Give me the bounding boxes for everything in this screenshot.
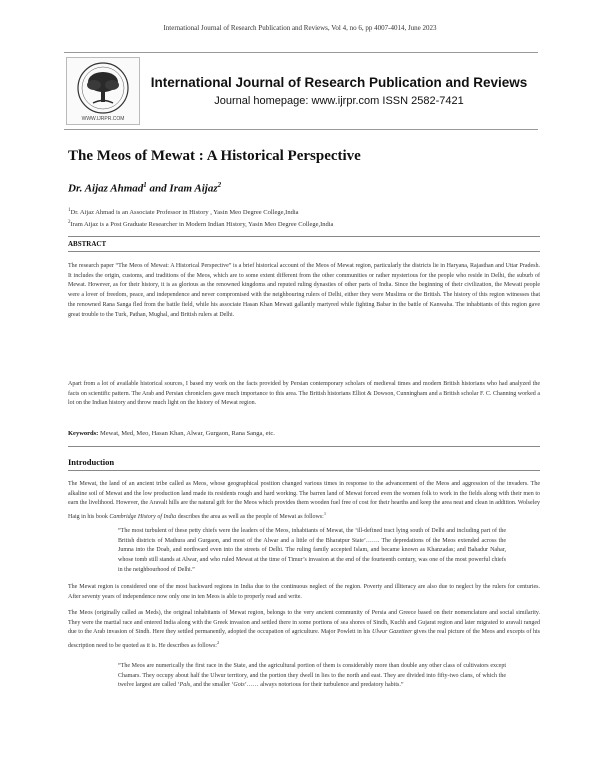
quote-text: ’…… always notorious for their turbulence and predatory habits.” — [244, 682, 404, 689]
affiliation-text: Dr. Aijaz Ahmad is an Associate Professor in History , Yasin Meo Degree College,India — [70, 209, 299, 217]
divider — [68, 470, 540, 471]
abstract-heading: ABSTRACT — [68, 240, 107, 248]
body-paragraph — [68, 480, 540, 523]
keywords — [68, 430, 540, 437]
author-superscript: 2 — [217, 181, 222, 189]
author-superscript: 1 — [143, 181, 147, 189]
body-text: describes the area as well as the people of Mewat as follows: — [176, 514, 324, 521]
body-text: gives the real picture of the Meos and excepts of his description need to be quoted as it is. He describes as follows: — [68, 629, 540, 650]
divider — [68, 446, 540, 447]
footnote-marker: 2 — [216, 640, 220, 646]
section-heading: Introduction — [68, 457, 115, 467]
book-title: Cambridge History of India — [109, 514, 177, 521]
body-paragraph — [68, 609, 540, 652]
abstract-paragraph: Apart from a lot of available historical sources, I based my work on the facts provided by Persian contemporary scholars of medieval times and modern British historians who had analyzed the facts on scientific pattern. The Arab and Persian chroniclers gave much importance to this area. The British historians Elliot & Dowson, Cunningham and a British scholar F. C. Channing worked a lot on the Indian history and throw much light on the history of Mewat region. — [68, 381, 540, 407]
author-name: Iram Aijaz — [169, 182, 218, 195]
divider — [68, 236, 540, 237]
keywords-label: Keywords: — [68, 430, 99, 437]
affiliation-marker: 1 — [68, 208, 71, 213]
body-text: The Mewat, the land of an ancient tribe called as Meos, whose geographical position changed various times in response to the advancement of the Meos and aggression of the invaders. The alkaline soil of Mewat and the low production land made its residents rough and hard working. The barren land of Mewat forced even the women folk to work in the fields along with their men to earn the livelihood. However, the Aravali hills are the natural gift for the Meos which provides them wooden fuel free of cost for their hearths and keep the area neat and clean in addition. Wolseley Haig in his book — [68, 481, 540, 521]
block-quote — [118, 662, 506, 691]
footnote-marker: 1 — [323, 511, 327, 517]
quote-text: , and the smaller ‘ — [190, 682, 234, 689]
running-head: International Journal of Research Publication and Reviews, Vol 4, no 6, pp 4007-4014, June 2023 — [163, 24, 437, 32]
block-quote: “The most turbulent of these petty chiefs were the leaders of the Meos, inhabitants of Mewat, the ‘ill-defined tract lying south of Delhi and including part of the British districts of Mathura and Gurgaon, and most of the Alwar and a little of the Bharatpur State’……. The depredations of the Meos extended across the Jumna into the Doab, and northward even into the streets of Delhi. The ruling family accepted Islam, and became known as Khanzadas; and Bahadur Nahar, whose tomb still stands at Alwar, and who ruled Mewat at the time of Timur’s invasion at the end of the fourteenth century, was one of the most powerful chiefs in the neighbourhood of Delhi.” — [118, 528, 506, 573]
body-paragraph: The Mewat region is considered one of the most backward regions in India due to the continuous neglect of the region. Poverty and illiteracy are also due to neglect by the rulers for centuries. After seventy years of independence now only one in ten Meos is able to properly read and write. — [68, 584, 540, 600]
keywords-list: Mewat, Med, Meo, Hasan Khan, Alwar, Gurgaon, Rana Sanga, etc. — [98, 430, 275, 437]
article-title: The Meos of Mewat : A Historical Perspective — [68, 148, 361, 164]
body-text: The Meos (originally called as Meds), the original inhabitants of Mewat region, belongs to the very ancient community of Persia and Greece based on their nomenclature and social similarity. They were the martial race and entered India along with the Greek invasion and settled there in some portions of sea shores of Sindh, Kuchh and Gujarat region and later migrated to aravali ranged due to the Arab invasion of Sindh. Here they settled permanently, adopted the occupation of agriculture. Major Powlett in his — [68, 610, 540, 636]
affiliation-text: Iram Aijaz is a Post Graduate Researcher in Modern Indian History, Yasin Meo Degree College,India — [70, 221, 334, 229]
journal-title: International Journal of Research Publication and Reviews — [150, 75, 528, 90]
affiliation-marker: 2 — [68, 220, 71, 225]
journal-masthead — [64, 52, 538, 130]
term-pals: Pals — [179, 682, 191, 689]
journal-homepage: Journal homepage: www.ijrpr.com ISSN 2582-7421 — [214, 95, 464, 107]
author-name: Dr. Aijaz Ahmad — [68, 182, 144, 195]
author-join: and — [146, 182, 170, 195]
book-title: Ulwur Gazetteer — [372, 629, 413, 636]
divider — [68, 251, 540, 252]
quote-text: “The Meos are numerically the first race in the State, and the agricultural portion of them is considerably more than double any other class of cultivators except Chamars. They occupy about half the Ulwur territory, and the portion they dwell in lies to the north and east. They are divided into fifty-two clans, of which the twelve largest are called ‘ — [118, 663, 506, 689]
affiliation — [68, 208, 299, 216]
term-gots: Gots — [233, 682, 245, 689]
logo-caption: WWW.IJRPR.COM — [81, 116, 125, 122]
author-line — [68, 181, 221, 195]
journal-logo — [66, 57, 140, 125]
tree-logo-icon — [67, 58, 139, 116]
abstract-paragraph: The research paper “The Meos of Mewat: A Historical Perspective” is a brief historical account of the Meos of Mewat region, particularly the districts lie in Haryana, Rajasthan and Uttar Pradesh. It includes the origin, customs, and traditions of the Meos, which are to some extent different from the other communities or rather mysterious for the people who reside in Delhi, the suburb of Mewat. However, as for their history, it is as glorious as the renowned kingdoms and reputed ruling dynasties of other parts of India. Since the beginning of their civilization, the Mewati people were a lover of freedom, peace, and independence and never compromised with the neighbouring rulers of Delhi, either they were Muslims or the British. The history of this region witnesses that the renowned Rana Sanga fled from the battle field, while his associate Hasan Khan Mewati gallantly martyred while fighting Babar in the battle of Kanwaha. The inhabitants of this region gave great trouble to the Turk, Pathan, Mughal, and British rulers at Delhi. — [68, 263, 540, 318]
affiliation — [68, 220, 333, 228]
